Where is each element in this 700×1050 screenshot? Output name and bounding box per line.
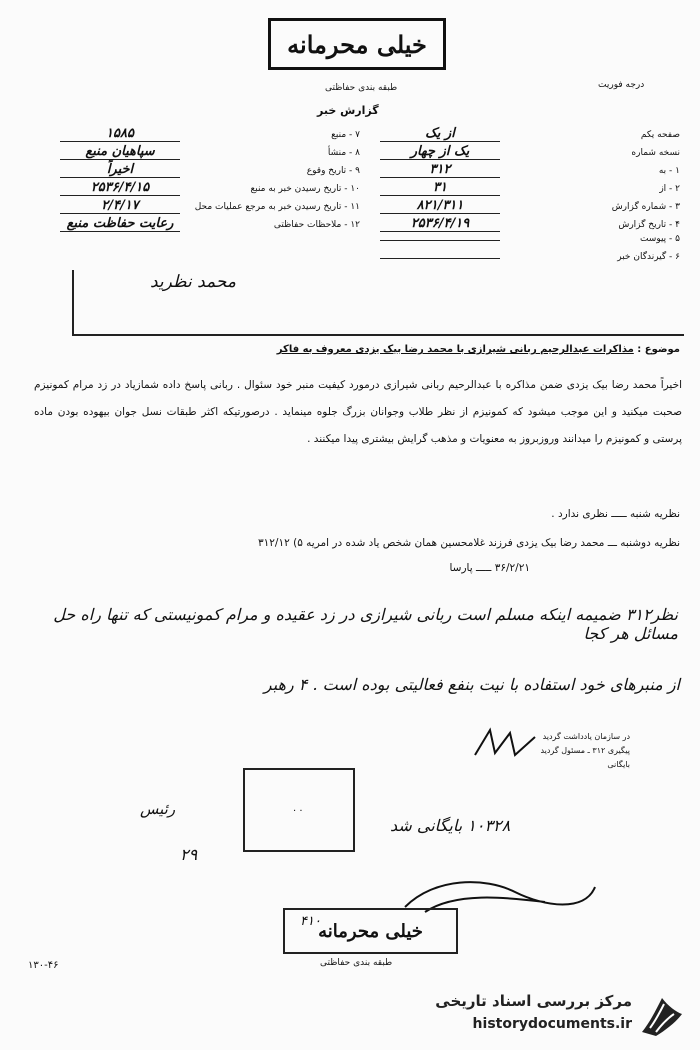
handwritten-note-line-1: نظر۳۱۲ ضمیمه اینکه مسلم است ربانی شیرازی در زد عقیده و مرام کمونیستی که تنها راه حل مسائل هر کجا: [53, 605, 678, 643]
routing-line: در سازمان یادداشت گردید: [542, 732, 630, 741]
top-classification-label: طبقه بندی حفاظتی: [325, 83, 398, 93]
bottom-classification-label: طبقه بندی حفاظتی: [320, 958, 393, 968]
routing-line: بایگانی: [607, 760, 630, 769]
second-opinion: نظریه دوشنبه ـــ محمد رضا بیک یزدی فرزند غلامحسین همان شخص یاد شده در امریه ۵) ۳۱۲/۱۲: [258, 537, 680, 549]
handwritten-signature-top: محمد نظرید: [150, 272, 236, 292]
archive-logo: [420, 990, 690, 1042]
field-row: ۱۰ - تاریخ رسیدن خبر به منبع ۲۵۳۶/۴/۱۵: [60, 180, 360, 198]
field-row: ۱۲ - ملاحظات حفاظتی رعایت حفاظت منبع: [60, 216, 360, 234]
field-row: ۲ - از ۳۱: [380, 180, 680, 198]
second-opinion-date: ۳۶/۲/۲۱ ـــــ پارسا: [449, 562, 530, 574]
field-row: صفحه یکم از یک: [380, 126, 680, 144]
source-opinion: نظریه شنبه ـــــ نظری ندارد .: [551, 508, 680, 520]
bottom-stamp-number: ۴۱۰: [300, 914, 321, 929]
report-fields-right: [380, 126, 680, 270]
top-stamp-text: خیلی محرمانه: [287, 29, 427, 59]
field-row: ۷ - منبع ۱۵۸۵: [60, 126, 360, 144]
form-number: ۱۳۰-۴۶: [28, 960, 59, 971]
book-logo-icon: [636, 992, 686, 1040]
report-body: اخیراً محمد رضا بیک یزدی ضمن مذاکره با عبدالرحیم ربانی شیرازی درمورد کیفیت منبر خود سئوال . ربانی پاسخ داده شمازیاد در زد مرام کمونیزم صحبت میکنید و این موجب میشود که کمونیزم از نظر طلاب وجوانان بزرگ جلوه مینماید . درصورتیکه اکثر طبقات نسل جوان بیهوده بودن ماده پرستی و کمونیزم را میدانند وروزبروز به معنویات و مذهب گرایش بیشتری پیدا میکنند .: [34, 379, 682, 445]
bottom-stamp-text: خیلی محرمانه: [318, 920, 423, 942]
frame-divider: [72, 270, 74, 334]
field-row: ۱۱ - تاریخ رسیدن خبر به مرجع عملیات محل ۲/۴/۱۷: [60, 198, 360, 216]
number-note: ۲۹: [180, 845, 198, 864]
report-title: گزارش خبر: [317, 104, 379, 117]
field-row: ۴ - تاریخ گزارش ۲۵۳۶/۴/۱۹: [380, 216, 680, 234]
field-row: ۶ - گیرندگان خبر: [380, 252, 680, 270]
field-row: ۳ - شماره گزارش ۸۲۱/۳۱۱: [380, 198, 680, 216]
logo-title: مرکز بررسی اسناد تاریخی: [435, 992, 632, 1010]
routing-signature-icon: [470, 725, 540, 765]
handwritten-note-line-2: از منبرهای خود استفاده با نیت بنفع فعالیتی بوده است . ۴ رهبر: [263, 675, 680, 694]
subject-text: مذاکرات عبدالرحیم ربانی شیرازی با محمد رضا بیک یزدی معروف به فاکر: [276, 344, 634, 355]
field-row: ۵ - پیوست: [380, 234, 680, 252]
box-mark: · ·: [293, 806, 303, 817]
field-row: ۹ - تاریخ وقوع اخیراً: [60, 162, 360, 180]
subject-label: موضوع :: [637, 344, 680, 355]
urgency-label: درجه فوریت: [598, 80, 645, 90]
field-row: ۸ - منشأ سپاهیان منبع: [60, 144, 360, 162]
field-row: نسخه شماره یک از چهار: [380, 144, 680, 162]
routing-line: پیگیری ۳۱۲ ـ مسئول گردید: [540, 746, 630, 755]
top-classification-stamp: [268, 18, 446, 70]
subject-line: [40, 344, 680, 355]
handwritten-signature-note: رئیس: [140, 800, 176, 818]
archive-note: ۱۰۳۲۸ بایگانی شد: [390, 816, 511, 835]
frame-divider: [72, 334, 684, 336]
logo-url: historydocuments.ir: [472, 1016, 632, 1032]
field-row: ۱ - به ۳۱۲: [380, 162, 680, 180]
report-fields-left: [60, 126, 360, 234]
